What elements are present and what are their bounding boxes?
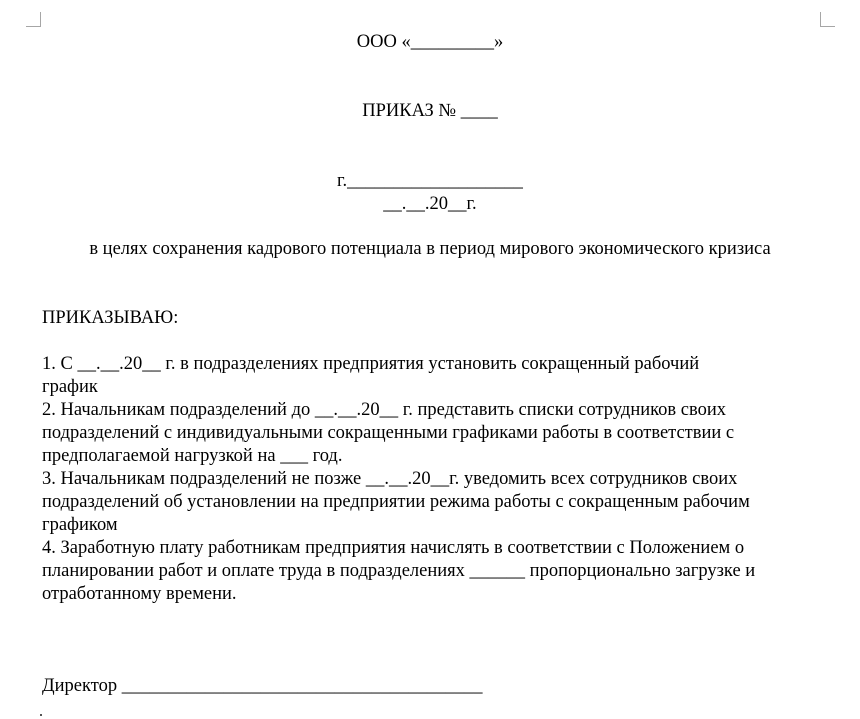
item-2-line-2: подразделений с индивидуальными сокращенными графиками работы в соответствии с [42, 423, 735, 443]
item-3-line-3: графиком [42, 515, 118, 535]
page-corner-mark-top-right [820, 12, 835, 27]
order-title: ПРИКАЗ № ____ [362, 101, 498, 121]
item-4-line-3: отработанному времени. [42, 584, 237, 604]
item-2-line-1: 2. Начальникам подразделений до __.__.20__ г. представить списки сотрудников своих [42, 400, 726, 420]
company-name: ООО «_________» [356, 32, 504, 52]
order-word: ПРИКАЗЫВАЮ: [42, 308, 179, 328]
item-2-line-3: предполагаемой нагрузкой на ___ год. [42, 446, 343, 466]
item-3-line-1: 3. Начальникам подразделений не позже __.__.20__г. уведомить всех сотрудников своих [42, 469, 738, 489]
item-4-line-2: планировании работ и оплате труда в подразделениях ______ пропорционально загрузке и [42, 561, 756, 581]
city-line: г.___________________ [337, 171, 523, 191]
preamble: в целях сохранения кадрового потенциала в период мирового экономического кризиса [89, 239, 771, 259]
item-4-line-1: 4. Заработную плату работникам предприятия начислять в соответствии с Положением о [42, 538, 745, 558]
signature-line: Директор _______________________________________ [42, 676, 483, 696]
date-line: __.__.20__г. [383, 194, 477, 214]
page-corner-mark-top-left [26, 12, 41, 27]
item-1-line-2: график [42, 377, 98, 397]
stray-dot [40, 714, 42, 716]
item-1-line-1: 1. С __.__.20__ г. в подразделениях предприятия установить сокращенный рабочий [42, 354, 700, 374]
item-3-line-2: подразделений об установлении на предприятии режима работы с сокращенным рабочим [42, 492, 750, 512]
